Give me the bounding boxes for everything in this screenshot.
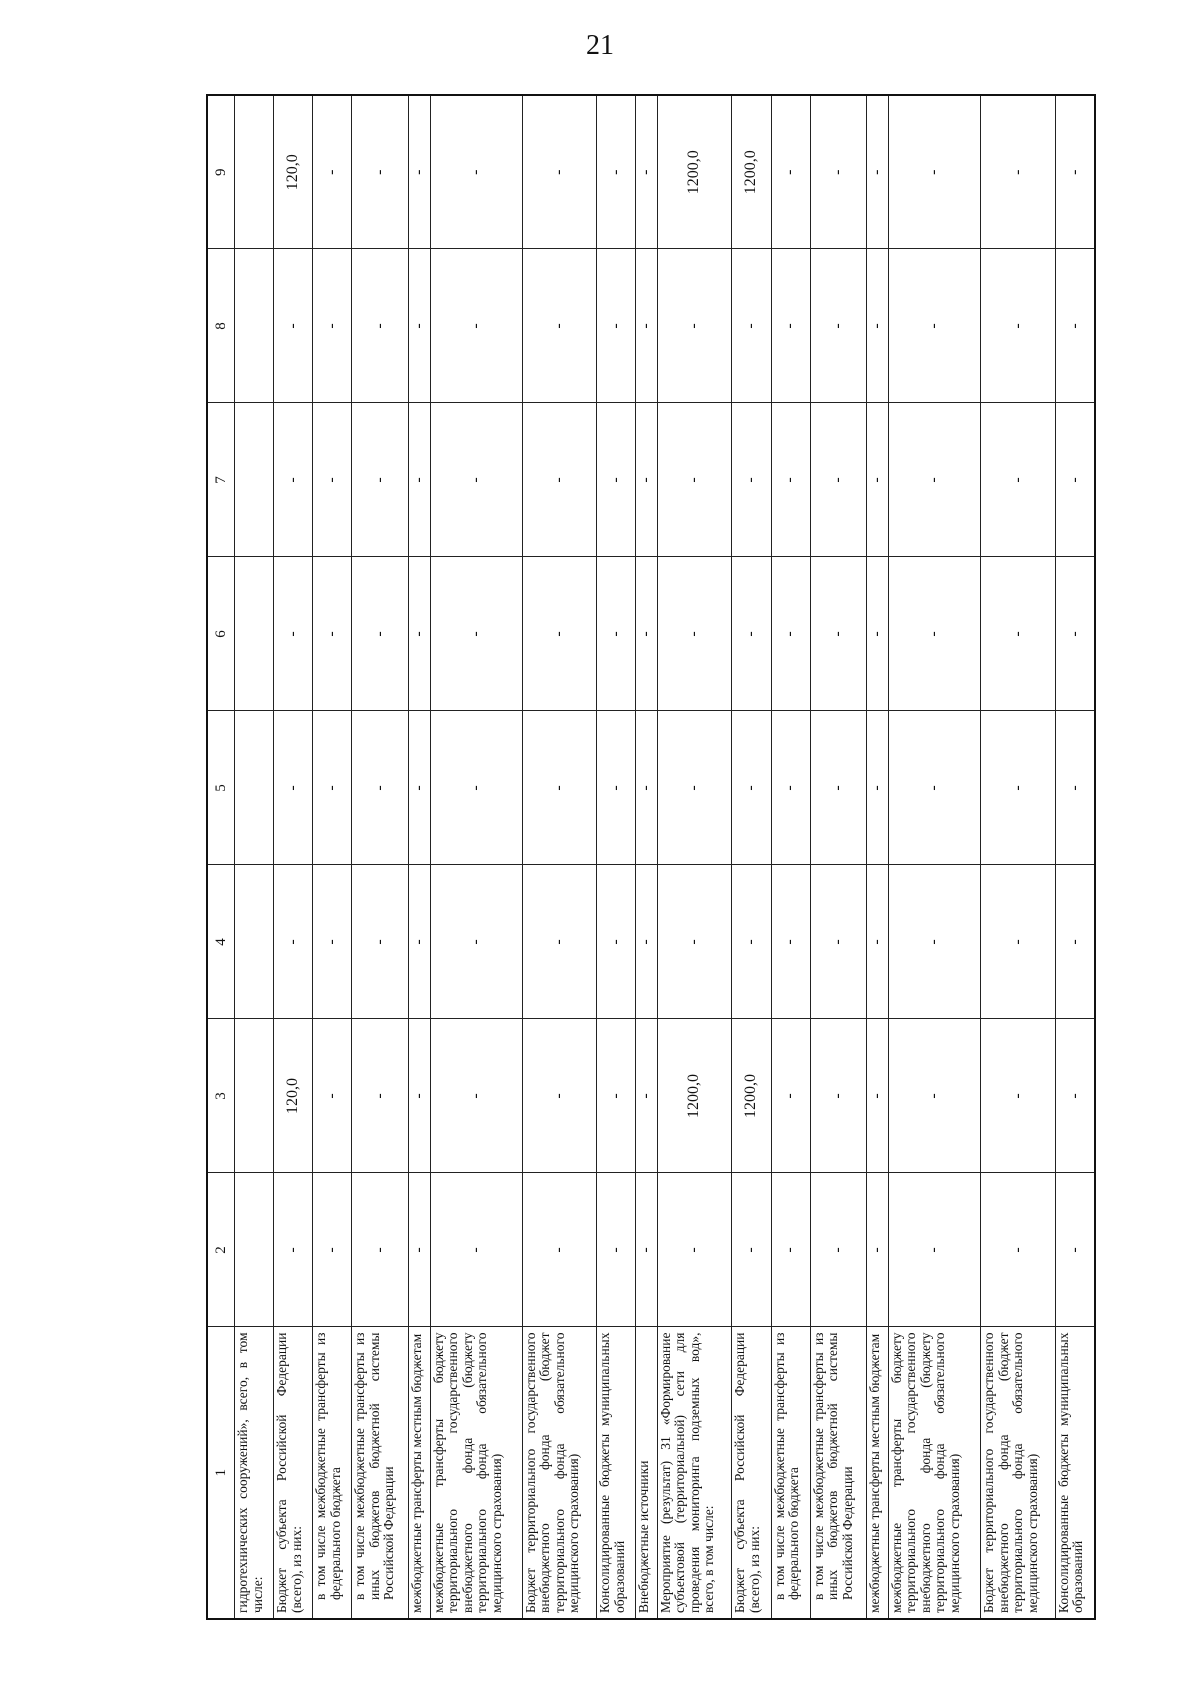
table-cell: - <box>771 1019 810 1173</box>
table-cell: - <box>810 249 867 403</box>
table-cell: - <box>657 711 732 865</box>
row-label: Мероприятие (результат) 31 «Формирование субъектовой (территориальной) сети для проведения мониторинга подземных вод», всего, в том числе: <box>657 1327 732 1619</box>
row-label: межбюджетные трансферты местным бюджетам <box>409 1327 430 1619</box>
table-cell: - <box>888 249 980 403</box>
table-cell: - <box>810 403 867 557</box>
table-cell: - <box>430 403 522 557</box>
table-row <box>274 95 313 1619</box>
row-label: Бюджет субъекта Российской Федерации (всего), из них: <box>274 1327 313 1619</box>
table-cell: - <box>810 1019 867 1173</box>
table-cell: - <box>810 711 867 865</box>
table-cell: - <box>313 557 352 711</box>
row-label: Бюджет территориального государственного внебюджетного фонда (бюджет территориального фонда обязательного медицинского страхования) <box>981 1327 1056 1619</box>
table-cell: - <box>274 403 313 557</box>
table-cell: - <box>597 865 636 1019</box>
table-cell: - <box>352 403 409 557</box>
table-cell: - <box>636 403 657 557</box>
table-cell: - <box>636 865 657 1019</box>
table-cell: - <box>430 1019 522 1173</box>
table-cell: - <box>352 249 409 403</box>
table-cell: - <box>409 403 430 557</box>
table-cell: - <box>352 1173 409 1327</box>
table-cell: - <box>636 711 657 865</box>
table-cell: - <box>771 1173 810 1327</box>
table-row <box>810 95 867 1619</box>
table-cell: - <box>732 403 771 557</box>
table-cell: - <box>274 249 313 403</box>
table-cell: - <box>597 95 636 249</box>
table-cell: - <box>352 711 409 865</box>
column-header-1: 1 <box>207 1327 235 1619</box>
table-cell: - <box>430 1173 522 1327</box>
table-cell: - <box>981 1173 1056 1327</box>
table-row <box>597 95 636 1619</box>
table-cell: - <box>409 557 430 711</box>
table-cell: - <box>430 249 522 403</box>
table-cell: - <box>867 95 888 249</box>
table-cell: - <box>522 95 597 249</box>
row-label: в том числе межбюджетные трансферты из федерального бюджета <box>771 1327 810 1619</box>
table-cell <box>235 403 274 557</box>
column-header-4: 4 <box>207 865 235 1019</box>
table-row <box>522 95 597 1619</box>
table-cell <box>235 249 274 403</box>
table-cell: - <box>771 95 810 249</box>
table-cell: - <box>352 865 409 1019</box>
table-row <box>1055 95 1095 1619</box>
table-cell: - <box>867 1173 888 1327</box>
table-cell: - <box>771 403 810 557</box>
table-cell: - <box>732 865 771 1019</box>
table-row <box>981 95 1056 1619</box>
table-cell: - <box>1055 403 1095 557</box>
table-cell: - <box>430 865 522 1019</box>
table-cell: - <box>1055 1173 1095 1327</box>
table-cell <box>235 1019 274 1173</box>
row-label: в том числе межбюджетные трансферты из иных бюджетов бюджетной системы Российской Федерации <box>352 1327 409 1619</box>
table-row <box>732 95 771 1619</box>
table-cell: - <box>430 95 522 249</box>
table-cell: - <box>867 865 888 1019</box>
table-cell: - <box>888 95 980 249</box>
row-label: Бюджет субъекта Российской Федерации (всего), из них: <box>732 1327 771 1619</box>
table-cell <box>235 865 274 1019</box>
table-cell: - <box>657 249 732 403</box>
table-cell: - <box>636 249 657 403</box>
table-row <box>771 95 810 1619</box>
table-cell: - <box>409 1019 430 1173</box>
table-cell <box>235 557 274 711</box>
table-cell: - <box>522 865 597 1019</box>
table-cell: - <box>732 711 771 865</box>
table-cell: - <box>409 865 430 1019</box>
table-cell <box>235 1173 274 1327</box>
row-label: в том числе межбюджетные трансферты из иных бюджетов бюджетной системы Российской Федерации <box>810 1327 867 1619</box>
column-header-2: 2 <box>207 1173 235 1327</box>
table-cell: - <box>636 557 657 711</box>
table-cell: 120,0 <box>274 95 313 249</box>
row-label: межбюджетные трансферты бюджету территориального государственного внебюджетного фонда (бюджету территориального фонда обязательного медицинского страхования) <box>430 1327 522 1619</box>
table-cell: - <box>888 557 980 711</box>
table-cell: - <box>313 95 352 249</box>
table-cell: - <box>597 403 636 557</box>
table-cell: - <box>274 865 313 1019</box>
table-cell: - <box>981 95 1056 249</box>
row-label: межбюджетные трансферты бюджету территориального государственного внебюджетного фонда (бюджету территориального фонда обязательного медицинского страхования) <box>888 1327 980 1619</box>
table-cell: 1200,0 <box>732 1019 771 1173</box>
table-cell: - <box>636 1019 657 1173</box>
table-cell: - <box>981 865 1056 1019</box>
table-cell: - <box>888 1019 980 1173</box>
table-cell: - <box>636 95 657 249</box>
table-cell: - <box>657 1173 732 1327</box>
table-cell: - <box>352 95 409 249</box>
table-cell: - <box>657 557 732 711</box>
table-cell: - <box>981 1019 1056 1173</box>
row-label: межбюджетные трансферты местным бюджетам <box>867 1327 888 1619</box>
table-cell: - <box>274 557 313 711</box>
table-cell: - <box>867 403 888 557</box>
table-cell: - <box>732 249 771 403</box>
table-row <box>313 95 352 1619</box>
row-label: Внебюджетные источники <box>636 1327 657 1619</box>
table-cell: - <box>657 403 732 557</box>
table-cell: - <box>597 1173 636 1327</box>
table-cell: - <box>313 249 352 403</box>
table-cell: - <box>1055 865 1095 1019</box>
column-header-8: 8 <box>207 249 235 403</box>
row-label: в том числе межбюджетные трансферты из федерального бюджета <box>313 1327 352 1619</box>
table-cell: - <box>597 249 636 403</box>
table-cell <box>235 711 274 865</box>
table-row <box>867 95 888 1619</box>
table-cell: - <box>1055 711 1095 865</box>
budget-table <box>206 94 1096 1620</box>
table-header-row <box>207 95 235 1619</box>
table-cell: - <box>810 95 867 249</box>
column-header-5: 5 <box>207 711 235 865</box>
table-cell: - <box>522 557 597 711</box>
table-cell: - <box>522 1173 597 1327</box>
table-cell: - <box>522 1019 597 1173</box>
table-cell: - <box>981 557 1056 711</box>
table-cell: - <box>522 711 597 865</box>
column-header-3: 3 <box>207 1019 235 1173</box>
table-cell: - <box>313 1173 352 1327</box>
table-cell: - <box>430 557 522 711</box>
table-cell: - <box>409 249 430 403</box>
table-row <box>352 95 409 1619</box>
table-cell: - <box>409 95 430 249</box>
table-cell: - <box>636 1173 657 1327</box>
table-cell: - <box>274 711 313 865</box>
table-cell: - <box>522 249 597 403</box>
table-cell: - <box>810 1173 867 1327</box>
table-row <box>657 95 732 1619</box>
table-cell: - <box>888 403 980 557</box>
table-cell: - <box>771 711 810 865</box>
table-cell: - <box>522 403 597 557</box>
table-cell: - <box>1055 557 1095 711</box>
table-cell: - <box>888 1173 980 1327</box>
table-cell: - <box>771 865 810 1019</box>
table-cell: - <box>274 1173 313 1327</box>
table-cell: - <box>981 711 1056 865</box>
table-cell: - <box>409 711 430 865</box>
table-row <box>235 95 274 1619</box>
table-cell: - <box>313 1019 352 1173</box>
table-cell: - <box>313 865 352 1019</box>
table-cell: - <box>867 249 888 403</box>
table-cell: - <box>313 711 352 865</box>
table-cell: - <box>732 1173 771 1327</box>
table-cell: - <box>810 557 867 711</box>
table-cell: - <box>888 711 980 865</box>
table-cell: - <box>867 711 888 865</box>
table-row <box>888 95 980 1619</box>
table-cell: - <box>1055 249 1095 403</box>
table-cell: - <box>810 865 867 1019</box>
table-cell: - <box>657 865 732 1019</box>
row-label: гидротехнических сооружений», всего, в том числе: <box>235 1327 274 1619</box>
column-header-7: 7 <box>207 403 235 557</box>
column-header-9: 9 <box>207 95 235 249</box>
row-label: Консолидированные бюджеты муниципальных образований <box>1055 1327 1095 1619</box>
table-cell: - <box>981 249 1056 403</box>
table-cell: - <box>981 403 1056 557</box>
table-row <box>636 95 657 1619</box>
table-cell: - <box>597 557 636 711</box>
table-cell: - <box>867 557 888 711</box>
row-label: Консолидированные бюджеты муниципальных образований <box>597 1327 636 1619</box>
table-cell: 1200,0 <box>657 95 732 249</box>
table-cell: 1200,0 <box>657 1019 732 1173</box>
table-cell: 1200,0 <box>732 95 771 249</box>
table-cell: - <box>352 557 409 711</box>
table-cell: - <box>888 865 980 1019</box>
table-cell: - <box>1055 95 1095 249</box>
table-cell: - <box>771 557 810 711</box>
table-cell: - <box>313 403 352 557</box>
table-row <box>409 95 430 1619</box>
page-number: 21 <box>586 30 614 61</box>
rotated-table-container <box>206 95 1096 1620</box>
table-cell: - <box>771 249 810 403</box>
row-label: Бюджет территориального государственного внебюджетного фонда (бюджет территориального фонда обязательного медицинского страхования) <box>522 1327 597 1619</box>
table-cell: - <box>732 557 771 711</box>
table-body <box>235 95 1096 1619</box>
column-header-6: 6 <box>207 557 235 711</box>
table-cell: - <box>867 1019 888 1173</box>
table-cell: 120,0 <box>274 1019 313 1173</box>
table-cell: - <box>597 711 636 865</box>
table-cell: - <box>352 1019 409 1173</box>
table-cell: - <box>409 1173 430 1327</box>
table-cell: - <box>597 1019 636 1173</box>
table-cell <box>235 95 274 249</box>
table-cell: - <box>1055 1019 1095 1173</box>
table-cell: - <box>430 711 522 865</box>
table-row <box>430 95 522 1619</box>
